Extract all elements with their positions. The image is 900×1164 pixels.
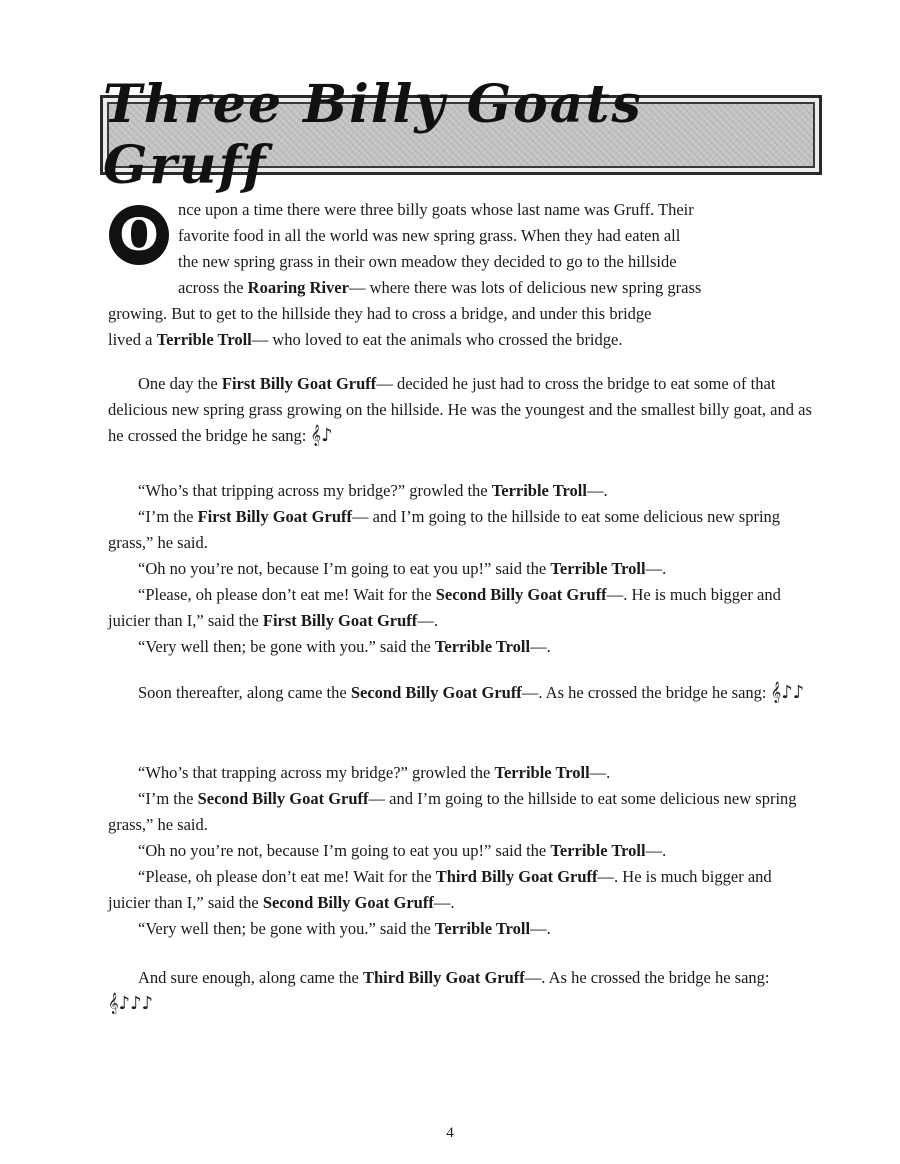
character-name: Terrible Troll [156, 330, 252, 349]
music-notes-icon: 𝄞♪♪♪ [108, 993, 154, 1014]
character-name: First Billy Goat Gruff [221, 374, 377, 393]
intro-line: lived a Terrible Troll— who loved to eat the animals who crossed the bridge. [108, 330, 623, 349]
dialogue-block-2: “Who’s that trapping across my bridge?” growled the Terrible Troll—. “I’m the Second Billy Goat Gruff— and I’m going to the hillside to eat some delicious new spring grass,” he said. “Oh no you’re not, because I’m going to eat you up!” said the Terrible Troll—. “Please, oh please don’t eat me! Wait for the Third Billy Goat Gruff—. He is much bigger and juicier than I,” said the Second Billy Goat Gruff—. “Very well then; be gone with you.” said the Terrible Troll—. [108, 763, 797, 938]
music-notes-icon: 𝄞♪♪ [770, 682, 805, 703]
music-notes-icon: 𝄞♪ [310, 425, 333, 446]
title-banner [100, 74, 822, 196]
paragraph-second-goat: Soon thereafter, along came the Second Billy Goat Gruff—. As he crossed the bridge he sang: 𝄞♪♪ [138, 682, 805, 703]
intro-paragraph-bottom [108, 301, 814, 353]
intro-line: growing. But to get to the hillside they had to cross a bridge, and under this bridge [108, 304, 652, 323]
drop-cap [108, 202, 170, 268]
paragraph-first-goat: One day the First Billy Goat Gruff— decided he just had to cross the bridge to eat some of that delicious new spring grass growing on the hillside. He was the youngest and the smallest billy goat, and as he crossed the bridge he sang: 𝄞♪ [108, 374, 812, 446]
place-name: Roaring River [247, 278, 349, 297]
paragraph-third-goat: And sure enough, along came the Third Billy Goat Gruff—. As he crossed the bridge he sang: 𝄞♪♪♪ [108, 968, 770, 1014]
page-title: Three Billy Goats Gruff [103, 74, 643, 196]
intro-line: the new spring grass in their own meadow they decided to go to the hillside [178, 252, 677, 271]
drop-cap-letter: O [109, 205, 169, 265]
dialogue-block-1: “Who’s that tripping across my bridge?” growled the Terrible Troll—. “I’m the First Billy Goat Gruff— and I’m going to the hillside to eat some delicious new spring grass,” he said. “Oh no you’re not, because I’m going to eat you up!” said the Terrible Troll—. “Please, oh please don’t eat me! Wait for the Second Billy Goat Gruff—. He is much bigger and juicier than I,” said the First Billy Goat Gruff—. “Very well then; be gone with you.” said the Terrible Troll—. [108, 481, 781, 656]
page-number: 4 [446, 1125, 454, 1141]
intro-line: across the Roaring River— where there was lots of delicious new spring grass [178, 278, 702, 297]
intro-line: nce upon a time there were three billy goats whose last name was Gruff. Their [178, 200, 694, 219]
intro-paragraph-top [178, 197, 814, 301]
intro-line: favorite food in all the world was new spring grass. When they had eaten all [178, 226, 681, 245]
